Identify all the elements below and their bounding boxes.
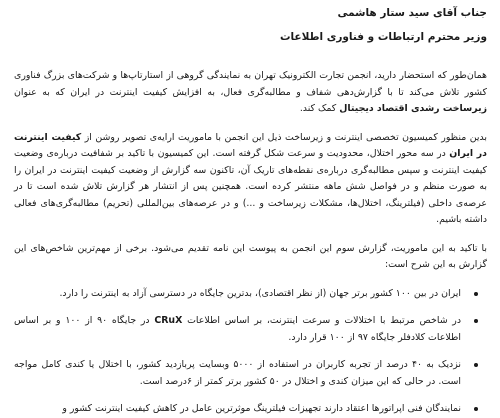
followup-paragraph: با تاکید به این ماموریت، گزارش سوم این انجمن به پیوست این نامه تقدیم می‌شود. برخی از مهم‌ترین شاخص‌های این گزارش به این شرح است: bbox=[14, 242, 487, 270]
letter-recipient-position: وزیر محترم ارتباطات و فناوری اطلاعات bbox=[279, 31, 487, 43]
commission-paragraph bbox=[14, 130, 487, 229]
indicator-list bbox=[14, 286, 487, 418]
list-item bbox=[14, 357, 487, 390]
intro-paragraph bbox=[14, 68, 487, 118]
letter-recipient: جناب آقای سید ستار هاشمی bbox=[337, 7, 487, 19]
list-item bbox=[14, 313, 487, 346]
bullet-icon bbox=[474, 363, 478, 367]
intro-tail: کمک کند. bbox=[299, 103, 340, 114]
intro-text: همان‌طور که استحضار دارید، انجمن تجارت الکترونیک تهران به نمایندگی گروهی از استارتاپ‌ها و شرکت‌های بزرگ فناوری کشور تلاش می‌کند تا با گزارش‌دهی شفاف و مطالبه‌گری فعال، به افزایش کیفیت اینترنت در ایران که به عنوان bbox=[14, 70, 487, 98]
crux-label: CRuX bbox=[154, 315, 183, 326]
intro-bold-phrase: زیرساخت رشدی اقتصاد دیجیتال bbox=[339, 103, 487, 114]
bullet-icon bbox=[474, 319, 478, 323]
list-item bbox=[14, 286, 487, 303]
commission-text-1: بدین منظور کمیسیون تخصصی اینترنت و زیرساخت ذیل این انجمن با ماموریت ارایه‌ی تصویر روشن از bbox=[81, 131, 487, 143]
list-item bbox=[14, 401, 487, 418]
list-item-text: نزدیک به ۴۰ درصد از تجربه کاربران در استفاده از ۵۰۰۰ وبسایت پربازدید کشور، با اختلال یا کندی کامل مواجه است. در حالی که این میزان کندی و اختلال در ۵۰ کشور برتر کمتر از ۶درصد است. bbox=[14, 359, 462, 387]
commission-bold-phrase: کیفیت اینترنت در ایران bbox=[14, 131, 487, 159]
list-item-text: در شاخص مرتبط با اختلالات و سرعت اینترنت، بر اساس اطلاعات bbox=[182, 315, 462, 326]
bullet-icon bbox=[474, 292, 478, 296]
list-item-text: ایران در بین ۱۰۰ کشور برتر جهان (از نظر اقتصادی)، بدترین جایگاه در دسترسی آزاد به اینترنت را دارد. bbox=[59, 287, 461, 299]
bullet-icon bbox=[474, 407, 478, 411]
list-item-text: در جایگاه ۹۰ از ۱۰۰ و بر اساس اطلاعات کلادفلر جایگاه ۹۷ از ۱۰۰ قرار دارد. bbox=[14, 315, 461, 343]
list-item-text: نمایندگان فنی اپراتورها اعتقاد دارند تجهیزات فیلترینگ موثرترین عامل در کاهش کیفیت اینترنت کشور و bbox=[62, 403, 461, 414]
commission-text-2: در سه محور اختلال، محدودیت و سرعت شکل گرفته است. این کمیسیون با تاکید بر شفافیت درباره‌ی وضعیت کیفیت اینترنت و سپس مطالبه‌گری درباره‌ی نقطه‌های تاریک آن، تاکنون سه گزارش از وضعیت کیفیت اینترنت در ایران را به صورت منظم و در فواصل شش ماهه منتشر کرده است. همچنین پس از انتشار هر گزارش تلاش شده است تا در عرصه‌ی داخلی (فیلترینگ، اختلال‌ها، مشکلات زیرساخت و ...) و در عرصه‌های بین‌المللی (تحریم) مطالبه‌گری‌های فعالی داشته باشیم. bbox=[14, 148, 487, 225]
